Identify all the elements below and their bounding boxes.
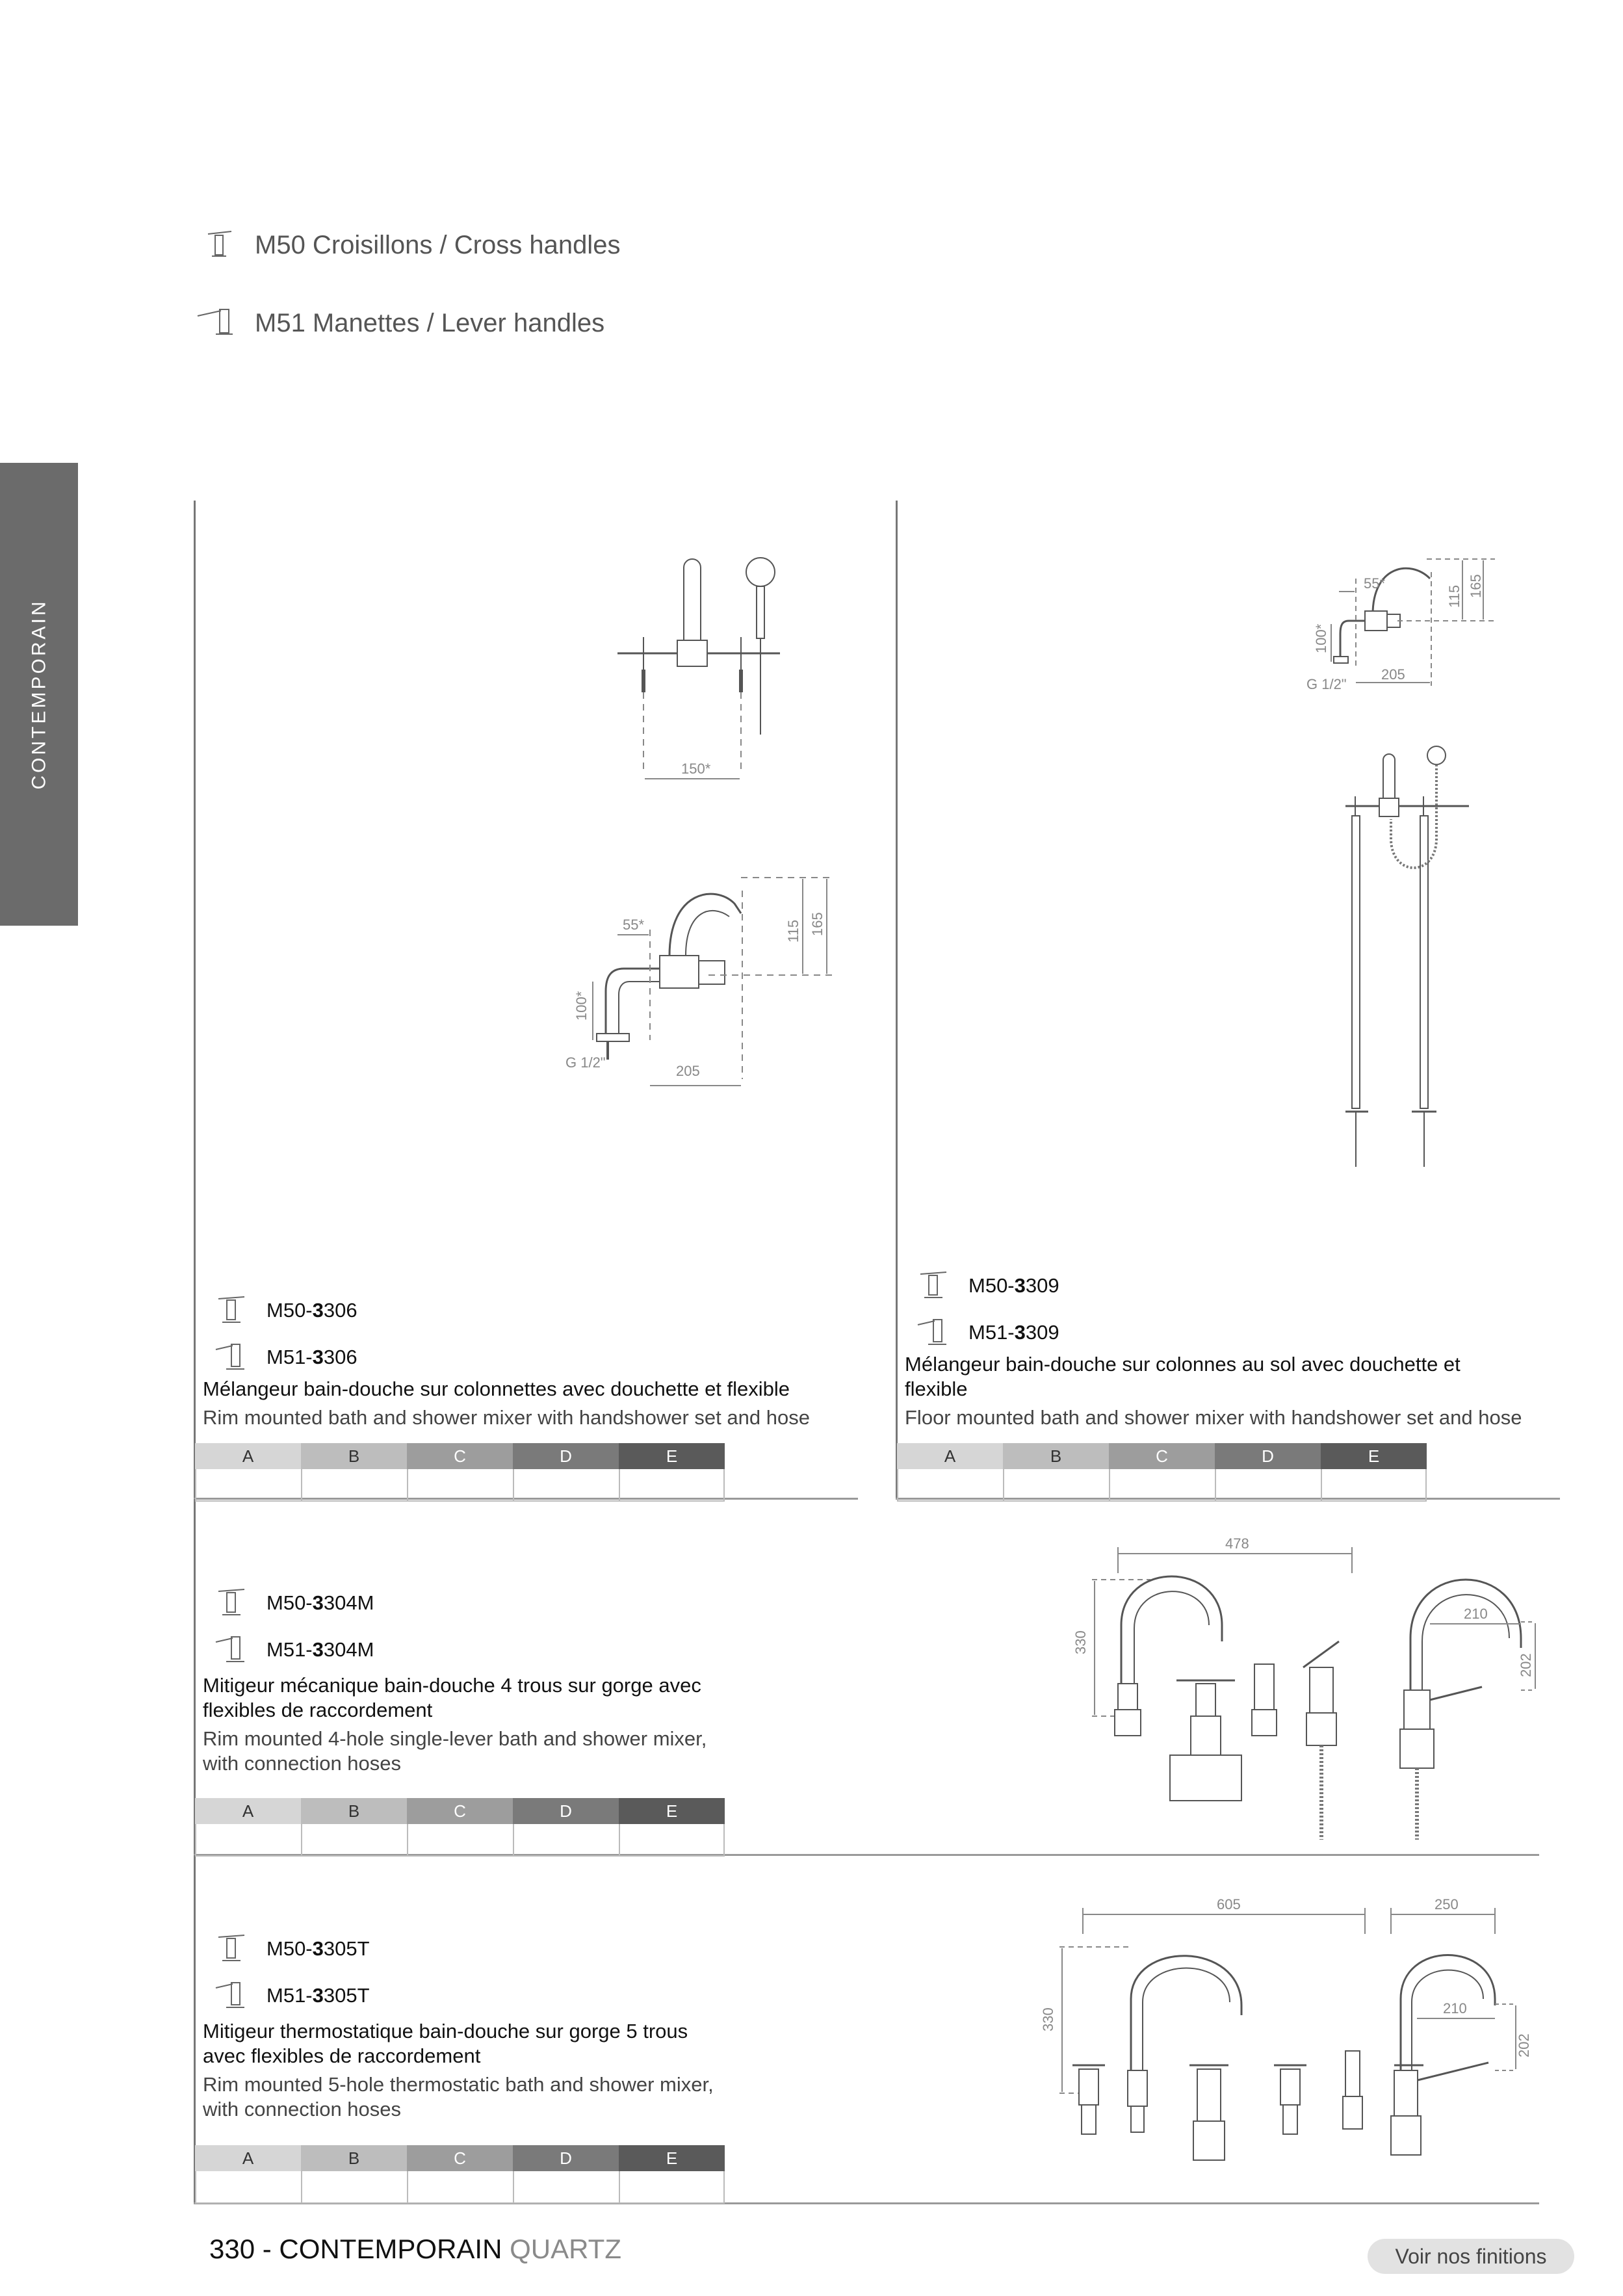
code-m51-3309: M51- 3 309: [916, 1316, 1059, 1350]
description-3304M: [203, 1673, 710, 1776]
description-3306: [203, 1377, 853, 1430]
legend-lever-label: M51 Manettes / Lever handles: [255, 308, 605, 337]
lever-handle-icon: [214, 1633, 248, 1667]
legend-lever-handles: [195, 306, 604, 341]
cross-handle-icon: [214, 1294, 248, 1327]
section-side-tab: [0, 463, 78, 926]
dim-3306-f: G 1/2": [565, 1054, 606, 1071]
section-side-label: CONTEMPORAIN: [28, 599, 50, 790]
cross-handle-icon: [214, 1932, 248, 1966]
finish-table-3305T: A B C D E: [195, 2145, 725, 2204]
dim-3306-c: 115: [785, 919, 801, 943]
legend-cross-handles: [195, 228, 620, 263]
description-en: Rim mounted bath and shower mixer with handshower set and hose: [203, 1406, 810, 1429]
dim-3306-e: 100*: [573, 991, 590, 1021]
description-en: Rim mounted 4-hole single-lever bath and shower mixer, with connection hoses: [203, 1727, 707, 1775]
panel-divider-middle: [896, 501, 898, 1499]
legend-cross-label: M50 Croisillons / Cross handles: [255, 230, 621, 259]
dim-3305T-rh: 202: [1516, 2033, 1532, 2057]
code-m50-3305T: M50- 3 305T: [214, 1932, 370, 1966]
product-3306-front-view: [604, 553, 799, 777]
view-finishes-button[interactable]: Voir nos finitions: [1368, 2239, 1574, 2274]
description-3305T: [203, 2019, 723, 2122]
description-fr: Mitigeur thermostatique bain-douche sur gorge 5 trous avec flexibles de raccordement: [203, 2020, 688, 2067]
dim-3306-d: 165: [809, 912, 825, 936]
finish-cell: [301, 1469, 407, 1502]
cross-handle-icon: [916, 1269, 950, 1303]
description-fr: Mélangeur bain-douche sur colonnettes avec douchette et flexible: [203, 1377, 790, 1400]
finish-cell: [407, 2171, 513, 2204]
finish-cell: [619, 1824, 725, 1857]
finish-cell: [1003, 1469, 1109, 1502]
finish-cell: [195, 1824, 301, 1857]
finish-cell: [1215, 1469, 1321, 1502]
dim-3305T-w: 605: [1217, 1896, 1241, 1912]
code-m50-3306: M50- 3 306: [214, 1294, 357, 1327]
page-footer: [209, 2234, 621, 2265]
code-m51-3304M: M51- 3 304M: [214, 1633, 374, 1667]
dim-3304M-w: 478: [1225, 1535, 1249, 1552]
dim-3309-f: G 1/2": [1306, 676, 1347, 692]
dim-3304M-r: 210: [1464, 1606, 1488, 1622]
lever-handle-icon: [916, 1316, 950, 1350]
collection-name: QUARTZ: [510, 2234, 621, 2264]
dim-3306-a: 150*: [681, 761, 711, 777]
dim-3306-g: 205: [676, 1063, 700, 1079]
dim-3304M-rh: 202: [1518, 1653, 1534, 1677]
dim-3306-b: 55*: [623, 917, 645, 933]
product-3305T-drawing: [1040, 1895, 1553, 2181]
finish-table-3306: A B C D E: [195, 1443, 725, 1502]
finish-cell: [513, 1824, 619, 1857]
description-en: Rim mounted 5-hole thermostatic bath and shower mixer, with connection hoses: [203, 2073, 714, 2120]
finish-cell: [513, 1469, 619, 1502]
finish-cell: [407, 1824, 513, 1857]
cross-handle-icon: [214, 1586, 248, 1620]
finish-cell: [1321, 1469, 1427, 1502]
product-3306-side-view: [546, 865, 838, 1099]
dim-3304M-h: 330: [1072, 1630, 1089, 1654]
dim-3309-c: 115: [1446, 584, 1462, 608]
dim-3305T-r: 210: [1443, 2000, 1467, 2016]
description-fr: Mélangeur bain-douche sur colonnes au sol avec douchette et flexible: [905, 1353, 1461, 1400]
product-3309-side-view: [1300, 553, 1508, 696]
lever-handle-icon: [214, 1340, 248, 1374]
dim-3305T-w2: 250: [1435, 1896, 1459, 1912]
dim-3305T-h: 330: [1040, 2007, 1056, 2031]
code-m51-3306: M51- 3 306: [214, 1340, 357, 1374]
description-3309: [905, 1352, 1555, 1430]
dim-3309-b: 55*: [1364, 575, 1386, 592]
finish-table-3309: A B C D E: [897, 1443, 1427, 1502]
finish-cell: [897, 1469, 1003, 1502]
finish-cell: [195, 1469, 301, 1502]
lever-handle-icon: [195, 306, 240, 341]
code-m50-3309: M50- 3 309: [916, 1269, 1059, 1303]
finish-table-3304M: A B C D E: [195, 1798, 725, 1857]
dim-3309-d: 165: [1468, 574, 1484, 598]
finish-cell: [1109, 1469, 1215, 1502]
page-number: 330 - CONTEMPORAIN: [209, 2234, 510, 2264]
product-3309-front-view: [1339, 741, 1495, 1177]
dim-3309-g: 205: [1381, 666, 1405, 683]
finish-cell: [195, 2171, 301, 2204]
panel-divider-left: [194, 501, 196, 1499]
finish-cell: [407, 1469, 513, 1502]
description-en: Floor mounted bath and shower mixer with handshower set and hose: [905, 1406, 1522, 1429]
product-3304M-drawing: [1066, 1534, 1560, 1853]
finish-cell: [619, 2171, 725, 2204]
cross-handle-icon: [195, 228, 240, 263]
finish-cell: [301, 1824, 407, 1857]
finish-cell: [301, 2171, 407, 2204]
finish-cell: [513, 2171, 619, 2204]
lever-handle-icon: [214, 1979, 248, 2013]
description-fr: Mitigeur mécanique bain-douche 4 trous sur gorge avec flexibles de raccordement: [203, 1674, 701, 1721]
code-m50-3304M: M50- 3 304M: [214, 1586, 374, 1620]
finish-cell: [619, 1469, 725, 1502]
code-m51-3305T: M51- 3 305T: [214, 1979, 370, 2013]
dim-3309-e: 100*: [1313, 623, 1329, 653]
